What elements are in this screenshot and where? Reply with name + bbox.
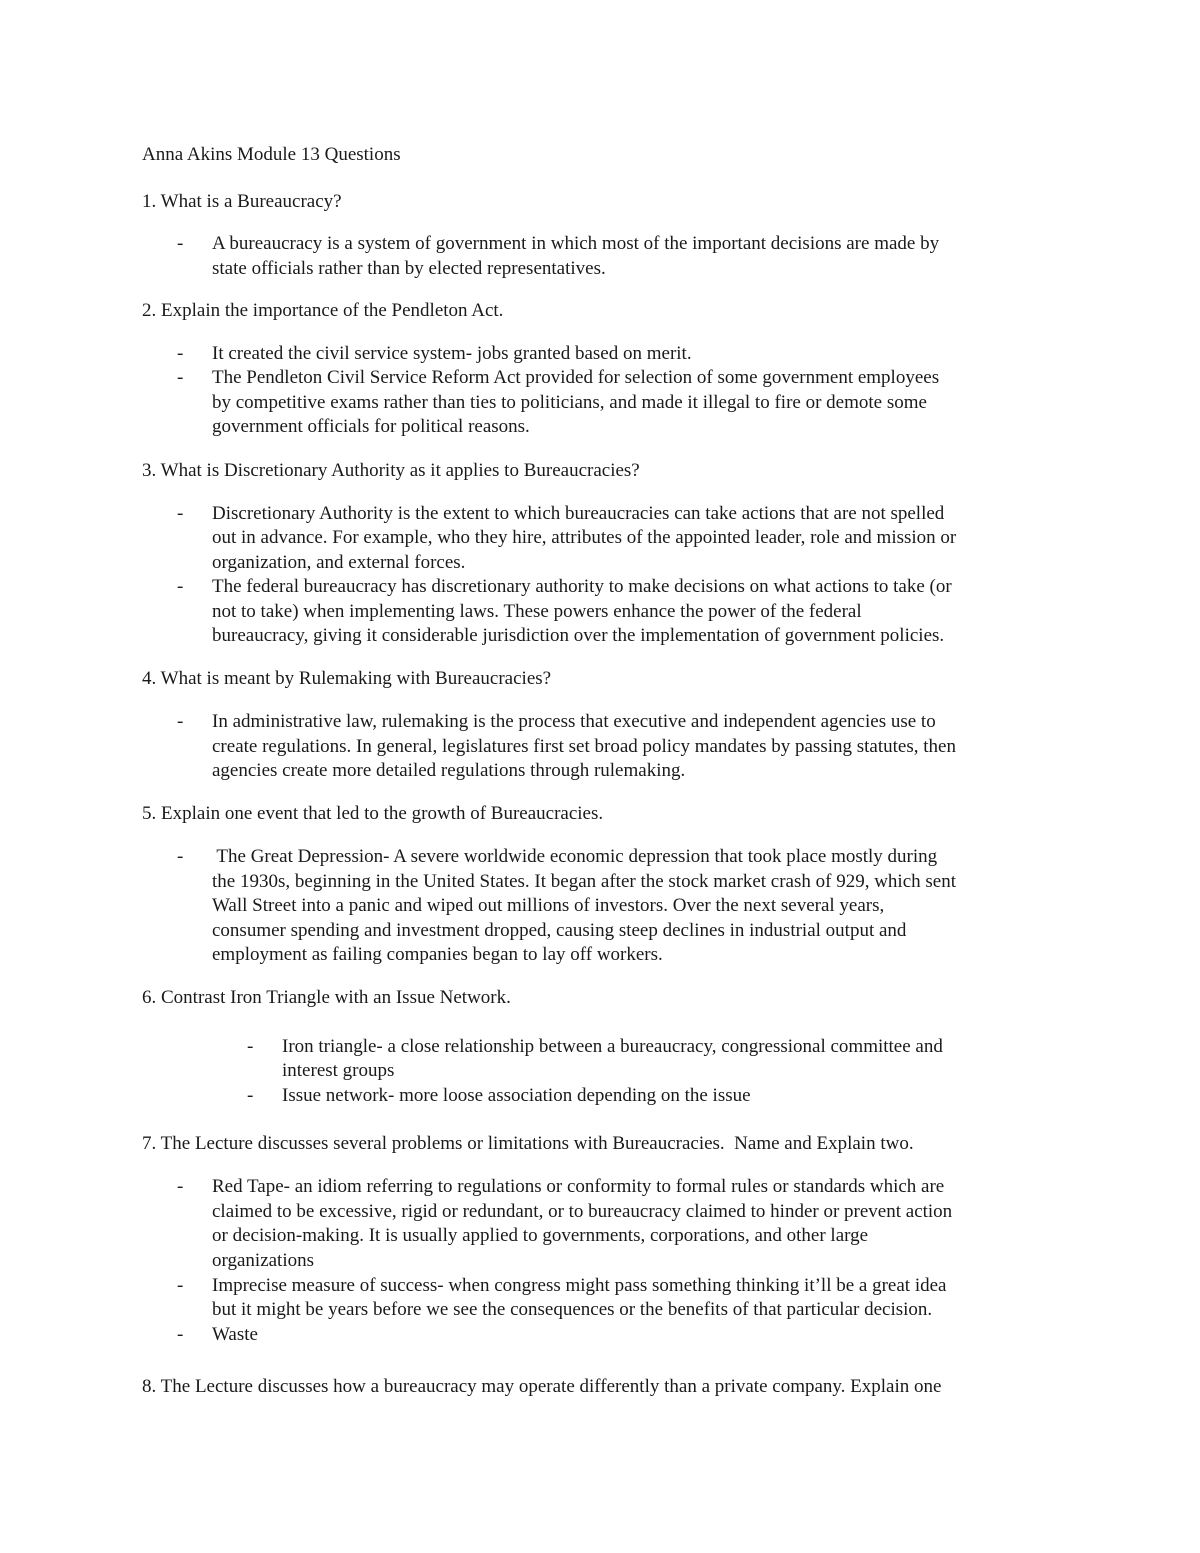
answer-line: organizations (212, 1250, 315, 1271)
answer-line: A bureaucracy is a system of government in which most of the important decisions are made by (212, 233, 940, 254)
answer-line: In administrative law, rulemaking is the process that executive and independent agencies use to (212, 711, 936, 732)
answer-line: Discretionary Authority is the extent to which bureaucracies can take actions that are not spelled (212, 503, 945, 524)
answer-line: It created the civil service system- jobs granted based on merit. (212, 343, 692, 364)
answer-line: The Pendleton Civil Service Reform Act provided for selection of some government employees (212, 367, 940, 388)
question-5: 5. Explain one event that led to the growth of Bureaucracies. (142, 803, 604, 824)
answer-line: Red Tape- an idiom referring to regulations or conformity to formal rules or standards which are (212, 1176, 945, 1197)
question-4: 4. What is meant by Rulemaking with Bureaucracies? (142, 668, 552, 689)
bullet-dash: - (177, 367, 184, 388)
question-8: 8. The Lecture discusses how a bureaucracy may operate differently than a private company. Explain one (142, 1376, 942, 1397)
answer-line: agencies create more detailed regulations through rulemaking. (212, 760, 686, 781)
answer-line: consumer spending and investment dropped, causing steep declines in industrial output and (212, 920, 907, 941)
answer-line: employment as failing companies began to lay off workers. (212, 944, 663, 965)
answer-line: Waste (212, 1324, 258, 1345)
answer-line: by competitive exams rather than ties to politicians, and made it illegal to fire or demote some (212, 392, 927, 413)
answer-line: claimed to be excessive, rigid or redundant, or to bureaucracy claimed to hinder or prevent action (212, 1201, 953, 1222)
answer-line: but it might be years before we see the consequences or the benefits of that particular decision. (212, 1299, 933, 1320)
answer-line: out in advance. For example, who they hire, attributes of the appointed leader, role and mission or (212, 527, 957, 548)
answer-line: bureaucracy, giving it considerable jurisdiction over the implementation of government policies. (212, 625, 945, 646)
bullet-dash: - (177, 1176, 184, 1197)
answer-line: create regulations. In general, legislatures first set broad policy mandates by passing statutes, then (212, 736, 956, 757)
bullet-dash: - (177, 846, 184, 867)
answer-line: Wall Street into a panic and wiped out millions of investors. Over the next several years, (212, 895, 885, 916)
answer-line: The federal bureaucracy has discretionary authority to make decisions on what actions to take (or (212, 576, 952, 597)
question-7: 7. The Lecture discusses several problems or limitations with Bureaucracies. Name and Explain two. (142, 1133, 914, 1154)
question-6: 6. Contrast Iron Triangle with an Issue Network. (142, 987, 511, 1008)
answer-line: Imprecise measure of success- when congress might pass something thinking it’ll be a great idea (212, 1275, 947, 1296)
answer-line: Issue network- more loose association depending on the issue (282, 1085, 751, 1106)
answer-line: government officials for political reasons. (212, 416, 530, 437)
answer-line: organization, and external forces. (212, 552, 466, 573)
bullet-dash: - (177, 503, 184, 524)
bullet-dash: - (247, 1036, 254, 1057)
answer-line: interest groups (282, 1060, 395, 1081)
bullet-dash: - (177, 233, 184, 254)
question-1: 1. What is a Bureaucracy? (142, 191, 342, 212)
question-3: 3. What is Discretionary Authority as it applies to Bureaucracies? (142, 460, 640, 481)
answer-line: state officials rather than by elected representatives. (212, 258, 606, 279)
answer-line: the 1930s, beginning in the United States. It began after the stock market crash of 929, which sent (212, 871, 956, 892)
answer-line: Iron triangle- a close relationship between a bureaucracy, congressional committee and (282, 1036, 943, 1057)
bullet-dash: - (247, 1085, 254, 1106)
bullet-dash: - (177, 1275, 184, 1296)
answer-line: The Great Depression- A severe worldwide economic depression that took place mostly during (212, 846, 938, 867)
bullet-dash: - (177, 711, 184, 732)
answer-line: not to take) when implementing laws. These powers enhance the power of the federal (212, 601, 862, 622)
bullet-dash: - (177, 576, 184, 597)
bullet-dash: - (177, 343, 184, 364)
answer-line: or decision-making. It is usually applied to governments, corporations, and other large (212, 1225, 869, 1246)
document-title: Anna Akins Module 13 Questions (142, 144, 401, 165)
question-2: 2. Explain the importance of the Pendleton Act. (142, 300, 504, 321)
bullet-dash: - (177, 1324, 184, 1345)
